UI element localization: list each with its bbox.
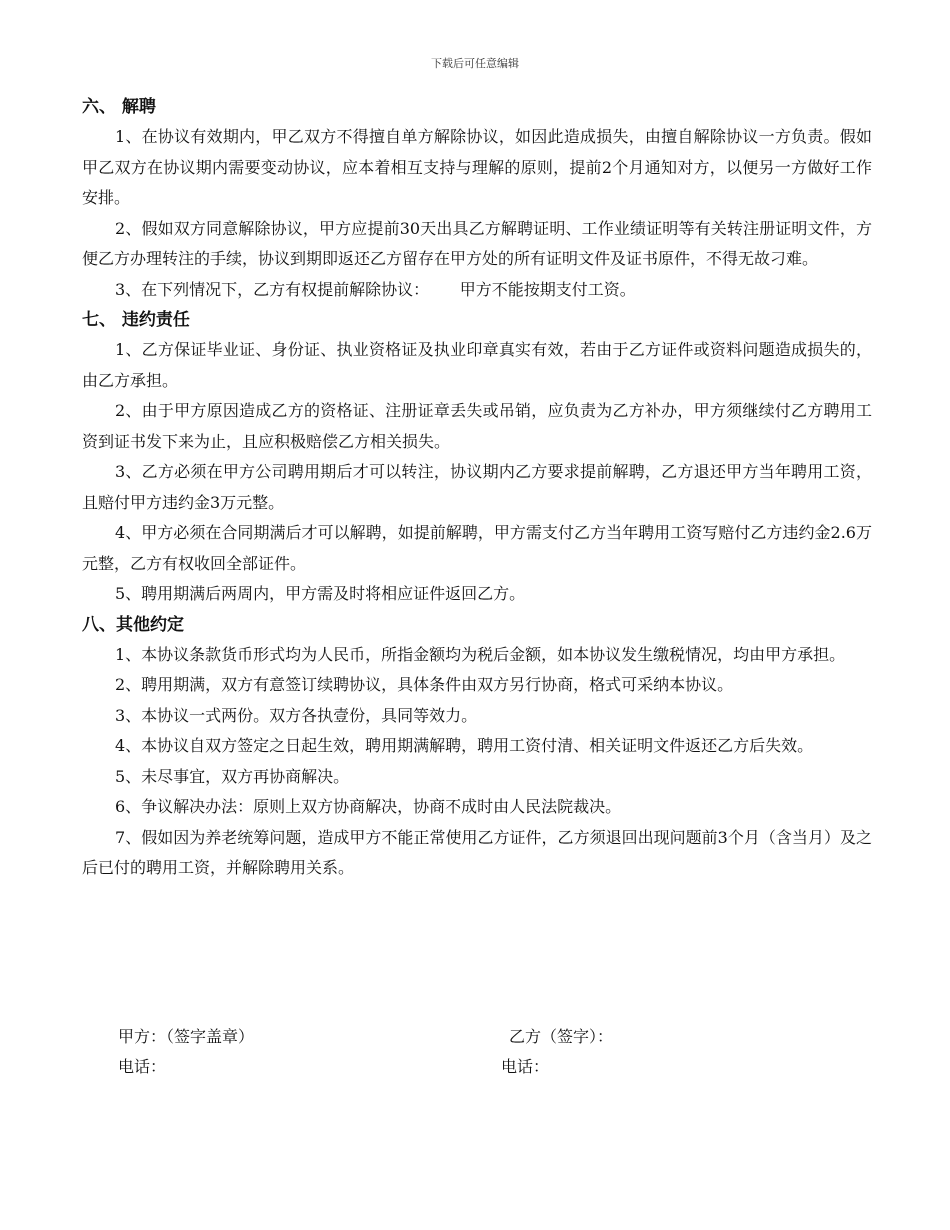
section-dismissal (82, 92, 872, 305)
clause: 5、未尽事宜，双方再协商解决。 (115, 766, 350, 786)
section-liability (82, 305, 872, 610)
clause: 3、本协议一式两份。双方各执壹份，具同等效力。 (115, 705, 478, 725)
section-heading: 六、 解聘 (82, 97, 156, 117)
clause: 2、聘用期满，双方有意签订续聘协议，具体条件由双方另行协商，格式可采纳本协议。 (115, 675, 734, 694)
document-body (82, 92, 872, 884)
clause: 3、乙方必须在甲方公司聘用期后才可以转注，协议期内乙方要求提前解聘，乙方退还甲方当年聘用工资，且赔付甲方违约金3万元整。 (82, 462, 872, 512)
section-heading: 七、 违约责任 (82, 310, 190, 330)
party-b-phone-label: 电话： (501, 1057, 550, 1076)
clause: 1、在协议有效期内，甲乙双方不得擅自单方解除协议，如因此造成损失，由擅自解除协议一方负责。假如甲乙双方在协议期内需要变动协议，应本着相互支持与理解的原则，提前2个月通知对方，以便另一方做好工作安排。 (82, 127, 872, 207)
clause: 2、由于甲方原因造成乙方的资格证、注册证章丢失或吊销，应负责为乙方补办，甲方须继续付乙方聘用工资到证书发下来为止，且应积极赔偿乙方相关损失。 (82, 401, 872, 451)
party-a-phone-label: 电话： (118, 1057, 167, 1076)
signature-block (118, 1022, 878, 1082)
header-watermark: 下载后可任意编辑 (431, 57, 519, 70)
clause: 1、本协议条款货币形式均为人民币，所指金额均为税后金额，如本协议发生缴税情况，均由甲方承担。 (115, 644, 846, 664)
clause: 3、在下列情况下，乙方有权提前解除协议： 甲方不能按期支付工资。 (115, 279, 636, 299)
clause: 1、乙方保证毕业证、身份证、执业资格证及执业印章真实有效，若由于乙方证件或资料问题造成损失的，由乙方承担。 (82, 340, 872, 390)
clause: 4、甲方必须在合同期满后才可以解聘，如提前解聘，甲方需支付乙方当年聘用工资写赔付乙方违约金2.6万元整，乙方有权收回全部证件。 (82, 523, 872, 573)
party-a-signature-label: 甲方：（签字盖章） (118, 1027, 255, 1046)
clause: 5、聘用期满后两周内，甲方需及时将相应证件返回乙方。 (115, 584, 526, 603)
section-heading: 八、其他约定 (82, 614, 184, 635)
section-other-terms (82, 610, 872, 884)
clause: 7、假如因为养老统筹问题，造成甲方不能正常使用乙方证件，乙方须退回出现问题前3个月（含当月）及之后已付的聘用工资，并解除聘用关系。 (82, 827, 872, 877)
clause: 4、本协议自双方签定之日起生效，聘用期满解聘，聘用工资付清、相关证明文件返还乙方后失效。 (115, 736, 814, 755)
signature-row (118, 1022, 878, 1052)
clause: 2、假如双方同意解除协议，甲方应提前30天出具乙方解聘证明、工作业绩证明等有关转注册证明文件，方便乙方办理转注的手续，协议到期即返还乙方留存在甲方处的所有证明文件及证书原件，不得无故刁难。 (82, 218, 872, 268)
phone-row (118, 1052, 878, 1082)
clause: 6、争议解决办法：原则上双方协商解决，协商不成时由人民法院裁决。 (115, 797, 622, 816)
party-b-signature-label: 乙方（签字）： (509, 1027, 614, 1046)
